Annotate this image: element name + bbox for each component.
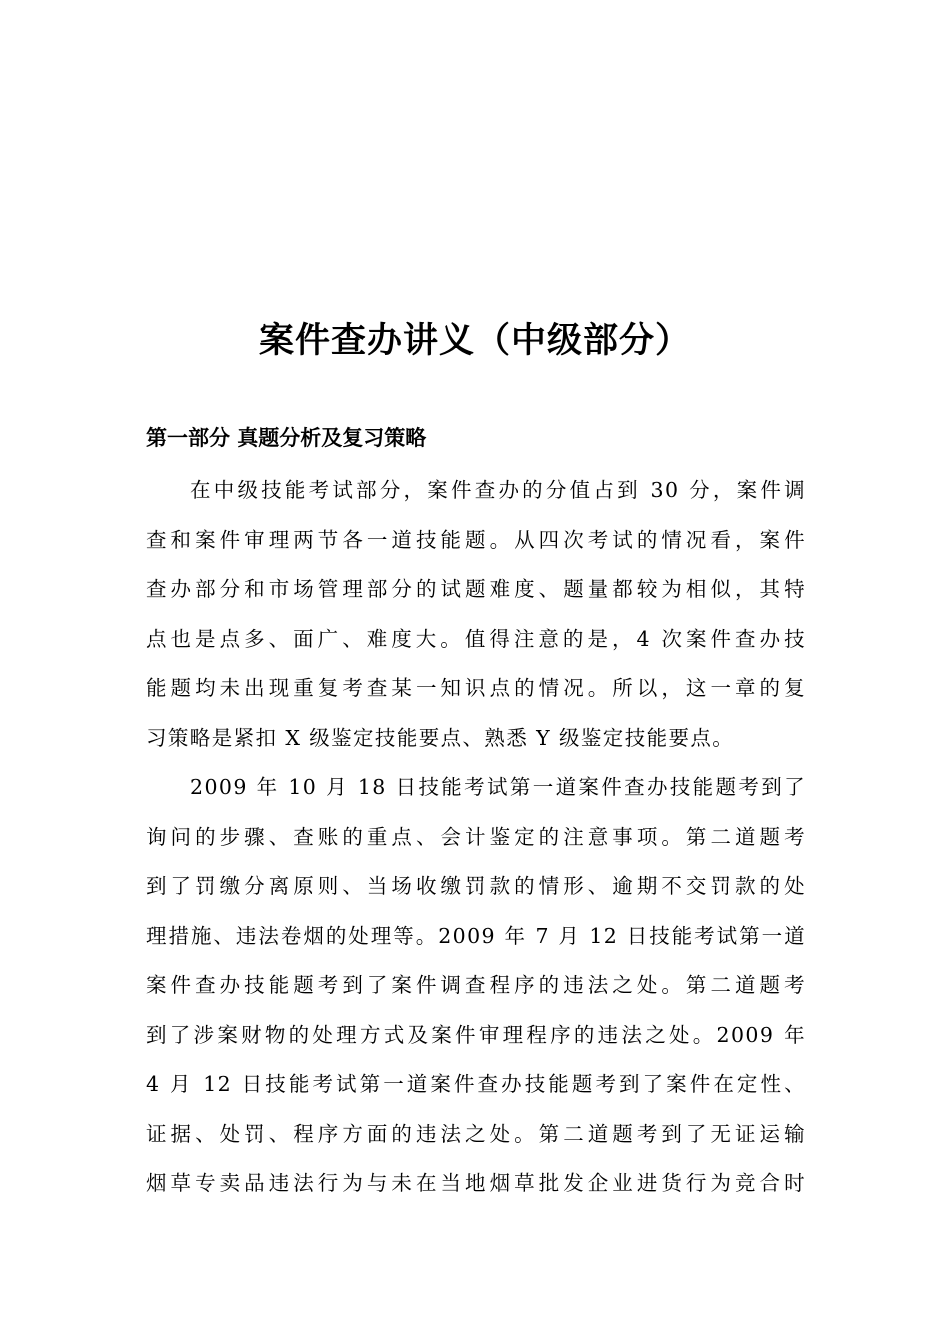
- paragraph-line: 4 月 12 日技能考试第一道案件查办技能题考到了案件在定性、: [146, 1072, 806, 1096]
- paragraph-line: 证据、处罚、程序方面的违法之处。第二道题考到了无证运输: [146, 1121, 806, 1146]
- section-heading: 第一部分 真题分析及复习策略: [146, 426, 427, 450]
- paragraph-line: 查办部分和市场管理部分的试题难度、题量都较为相似，其特: [146, 577, 806, 601]
- paragraph-line: 询问的步骤、查账的重点、会计鉴定的注意事项。第二道题考: [146, 824, 806, 849]
- paragraph-line: 能题均未出现重复考查某一知识点的情况。所以，这一章的复: [146, 676, 806, 700]
- paragraph-line: 理措施、违法卷烟的处理等。2009 年 7 月 12 日技能考试第一道: [146, 923, 806, 948]
- paragraph-line: 到了涉案财物的处理方式及案件审理程序的违法之处。2009 年: [146, 1022, 806, 1047]
- paragraph-line: 在中级技能考试部分，案件查办的分值占到 30 分，案件调: [190, 478, 806, 502]
- paragraph-2: [146, 763, 806, 1209]
- paragraph-line: 案件查办技能题考到了案件调查程序的违法之处。第二道题考: [146, 973, 806, 997]
- paragraph-line: 查和案件审理两节各一道技能题。从四次考试的情况看，案件: [146, 527, 806, 552]
- paragraph-1: [146, 466, 806, 763]
- page-title: 案件查办讲义（中级部分）: [258, 321, 691, 361]
- paragraph-line: 习策略是紧扣 X 级鉴定技能要点、熟悉 Y 级鉴定技能要点。: [146, 725, 735, 750]
- paragraph-line: 烟草专卖品违法行为与未在当地烟草批发企业进货行为竞合时: [146, 1171, 806, 1195]
- paragraph-line: 到了罚缴分离原则、当场收缴罚款的情形、逾期不交罚款的处: [146, 874, 806, 898]
- paragraph-line: 点也是点多、面广、难度大。值得注意的是，4 次案件查办技: [146, 626, 806, 651]
- paragraph-line: 2009 年 10 月 18 日技能考试第一道案件查办技能题考到了: [190, 775, 806, 799]
